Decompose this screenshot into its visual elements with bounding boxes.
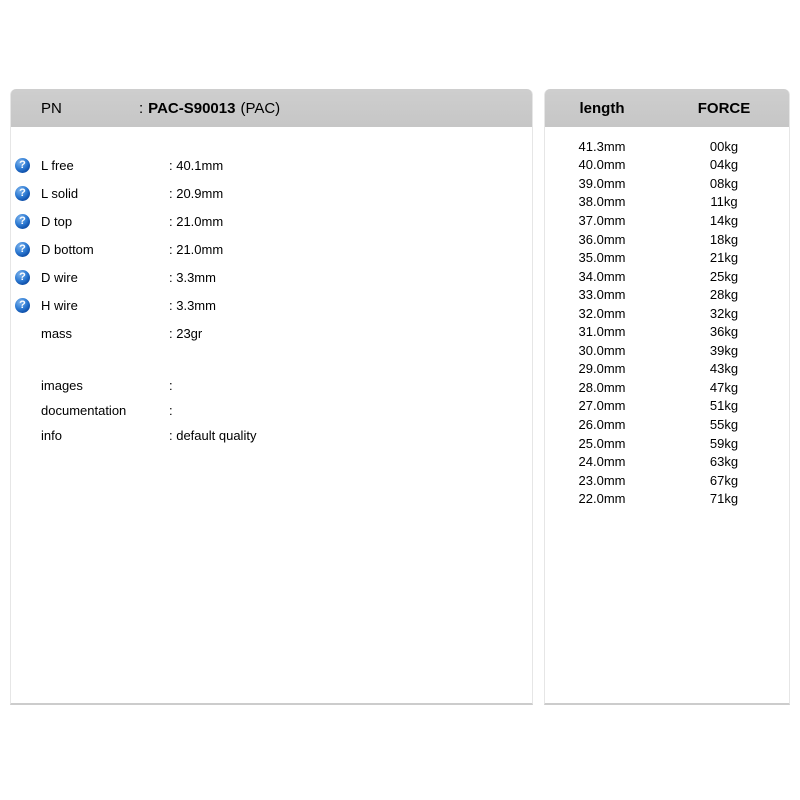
spec-value: : 40.1mm <box>169 157 224 173</box>
spec-value: : 21.0mm <box>169 213 224 229</box>
force-table-body <box>545 127 789 508</box>
force-cell: 36kg <box>709 324 739 340</box>
length-cell: 32.0mm <box>578 305 626 321</box>
table-row <box>545 137 789 156</box>
pn-value <box>139 100 280 117</box>
table-row <box>545 211 789 230</box>
length-cell: 25.0mm <box>578 435 626 451</box>
help-icon[interactable] <box>15 270 30 285</box>
spec-value: : 3.3mm <box>169 269 216 285</box>
length-cell: 39.0mm <box>578 175 626 191</box>
table-row <box>545 452 789 471</box>
force-table-panel <box>544 89 790 705</box>
spec-label: info <box>41 428 62 443</box>
length-cell: 40.0mm <box>578 157 626 173</box>
force-cell: 04kg <box>709 157 739 173</box>
table-row <box>545 360 789 379</box>
spec-row-h-wire <box>11 291 532 319</box>
length-cell: 29.0mm <box>578 361 626 377</box>
force-cell: 59kg <box>709 435 739 451</box>
length-cell: 22.0mm <box>578 491 626 507</box>
spec-row-info <box>11 423 532 448</box>
spec-value: : 21.0mm <box>169 241 224 257</box>
length-cell: 41.3mm <box>578 138 626 154</box>
table-row <box>545 285 789 304</box>
force-cell: 08kg <box>709 175 739 191</box>
length-cell: 35.0mm <box>578 250 626 266</box>
spec-label: H wire <box>41 297 78 313</box>
length-cell: 34.0mm <box>578 268 626 284</box>
spec-row-images <box>11 373 532 398</box>
spec-row-l-solid <box>11 179 532 207</box>
length-cell: 30.0mm <box>578 342 626 358</box>
spec-label: D wire <box>41 269 78 285</box>
table-row <box>545 341 789 360</box>
force-cell: 55kg <box>709 416 739 432</box>
length-cell: 36.0mm <box>578 231 626 247</box>
table-row <box>545 397 789 416</box>
force-cell: 14kg <box>709 212 739 228</box>
spec-row-d-bottom <box>11 235 532 263</box>
spec-row-d-wire <box>11 263 532 291</box>
force-cell: 28kg <box>709 287 739 303</box>
table-row <box>545 489 789 508</box>
spec-value: : <box>169 378 173 393</box>
table-row <box>545 471 789 490</box>
spec-value: : 23gr <box>169 325 203 341</box>
help-icon[interactable] <box>15 298 30 313</box>
pn-header-bar <box>11 89 532 127</box>
table-row <box>545 174 789 193</box>
table-row <box>545 193 789 212</box>
spec-label: L free <box>41 157 74 173</box>
length-cell: 31.0mm <box>578 324 626 340</box>
spec-label: images <box>41 378 83 393</box>
force-cell: 51kg <box>709 398 739 414</box>
spec-row-d-top <box>11 207 532 235</box>
spec-group-gap <box>11 347 532 373</box>
force-cell: 47kg <box>709 379 739 395</box>
length-cell: 28.0mm <box>578 379 626 395</box>
table-row <box>545 378 789 397</box>
table-row <box>545 434 789 453</box>
force-cell: 63kg <box>709 454 739 470</box>
spec-row-l-free <box>11 151 532 179</box>
spec-value: : 3.3mm <box>169 297 216 313</box>
help-icon[interactable] <box>15 186 30 201</box>
length-cell: 33.0mm <box>578 287 626 303</box>
help-icon[interactable] <box>15 214 30 229</box>
spec-label: mass <box>41 325 73 341</box>
length-cell: 37.0mm <box>578 212 626 228</box>
column-header-length: length <box>579 99 625 117</box>
column-header-force: FORCE <box>697 99 751 117</box>
table-row <box>545 248 789 267</box>
spec-row-documentation <box>11 398 532 423</box>
table-row <box>545 156 789 175</box>
force-table-header-bar <box>545 89 789 127</box>
table-row <box>545 304 789 323</box>
length-cell: 27.0mm <box>578 398 626 414</box>
pn-series: (PAC) <box>240 99 281 117</box>
force-cell: 43kg <box>709 361 739 377</box>
table-row <box>545 230 789 249</box>
force-cell: 25kg <box>709 268 739 284</box>
spec-list <box>11 127 532 448</box>
pn-number: PAC-S90013 <box>148 99 236 117</box>
spec-label: D top <box>41 213 73 229</box>
length-cell: 24.0mm <box>578 454 626 470</box>
length-cell: 23.0mm <box>578 472 626 488</box>
length-cell: 26.0mm <box>578 416 626 432</box>
force-cell: 71kg <box>709 491 739 507</box>
spec-value: : 20.9mm <box>169 185 224 201</box>
force-cell: 00kg <box>709 138 739 154</box>
force-cell: 18kg <box>709 231 739 247</box>
pn-colon: : <box>139 99 144 117</box>
pn-label: PN <box>41 99 62 117</box>
table-row <box>545 322 789 341</box>
spec-value: : <box>169 403 173 418</box>
spec-label: D bottom <box>41 241 94 257</box>
force-cell: 32kg <box>709 305 739 321</box>
table-row <box>545 415 789 434</box>
spec-panel <box>10 89 533 705</box>
force-cell: 21kg <box>709 250 739 266</box>
force-cell: 67kg <box>709 472 739 488</box>
spec-label: L solid <box>41 185 79 201</box>
force-cell: 11kg <box>710 194 738 210</box>
table-row <box>545 267 789 286</box>
help-icon[interactable] <box>15 242 30 257</box>
spec-value: : default quality <box>169 428 257 443</box>
length-cell: 38.0mm <box>578 194 626 210</box>
force-cell: 39kg <box>709 342 739 358</box>
spec-row-mass <box>11 319 532 347</box>
help-icon[interactable] <box>15 158 30 173</box>
spec-label: documentation <box>41 403 127 418</box>
